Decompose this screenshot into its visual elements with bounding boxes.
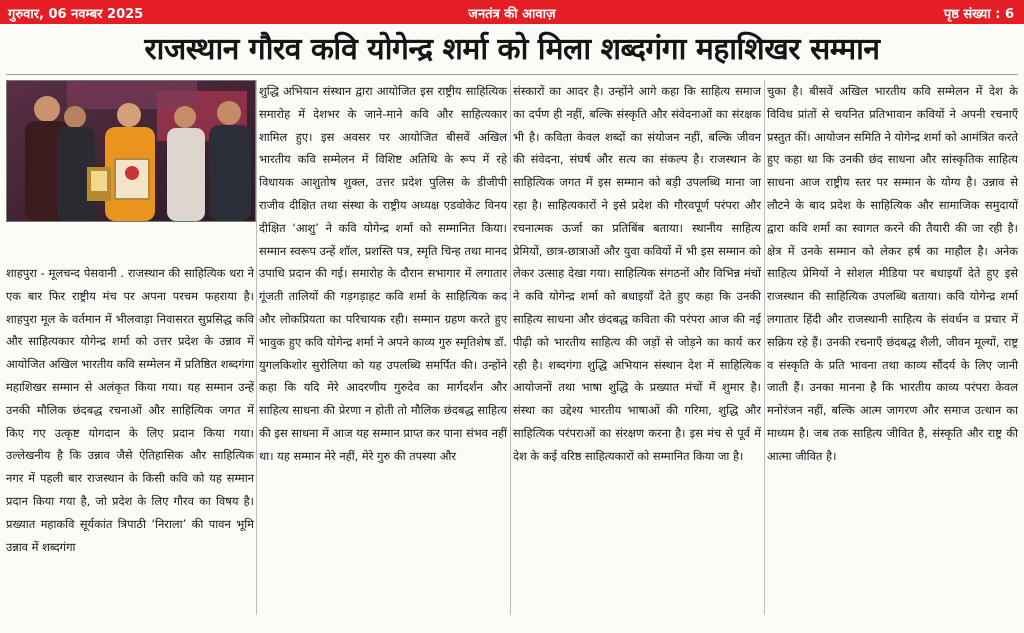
article-headline: राजस्थान गौरव कवि योगेन्द्र शर्मा को मिला शब्दगंगा महाशिखर सम्मान (144, 32, 880, 67)
newspaper-name: जनतंत्र की आवाज़ (468, 7, 556, 22)
headline-divider (6, 74, 1018, 75)
column-divider (764, 80, 765, 615)
award-ceremony-photo (6, 80, 256, 222)
page-header-bar (0, 0, 1024, 24)
article-column-1: शाहपुरा - मूलचन्द पेसवानी . राजस्थान की साहित्यिक धरा ने एक बार फिर राष्ट्रीय मंच पर अपना परचम फहराया है। शाहपुरा मूल के वर्तमान में भीलवाड़ा निवासरत सुप्रसिद्ध कवि और साहित्यकार योगेन्द्र शर्मा को उत्तर प्रदेश के उन्नाव में आयोजित अखिल भारतीय कवि सम्मेलन में प्रतिष्ठित शब्दगंगा महाशिखर सम्मान से अलंकृत किया गया। यह सम्मान उन्हें उनकी मौलिक छंदबद्ध रचनाओं और साहित्यिक जगत में किए गए उत्कृष्ट योगदान के लिए प्रदान किया गया। उल्लेखनीय है कि उन्नाव जैसे ऐतिहासिक और साहित्यिक नगर में पहली बार राजस्थान के किसी कवि को यह सम्मान प्रदान किया गया है, जो प्रदेश के लिए गौरव का विषय है। प्रख्यात महाकवि सूर्यकांत त्रिपाठी ‘निराला’ की पावन भूमि उन्नाव में शब्दगंगा (6, 266, 254, 554)
article-column-4: चुका है। बीसवें अखिल भारतीय कवि सम्मेलन में देश के विविध प्रांतों से चयनित प्रतिभावान कवियों ने अपनी रचनाएँ प्रस्तुत कीं। आयोजन समिति ने योगेन्द्र शर्मा को आमंत्रित करते हुए कहा था कि उनकी छंद साधना और सांस्कृतिक साहित्य साधना आज राष्ट्रीय स्तर पर सम्मान के योग्य है। उन्नाव से लौटने के बाद प्रदेश के साहित्यिक और सामाजिक समुदायों द्वारा कवि शर्मा का स्वागत करने की तैयारी की जा रही है। क्षेत्र में उनके सम्मान को लेकर हर्ष का माहौल है। अनेक साहित्य प्रेमियों ने सोशल मीडिया पर बधाइयाँ देते हुए इसे राजस्थान की साहित्यिक उपलब्धि बताया। कवि योगेन्द्र शर्मा लगातार हिंदी और राजस्थानी साहित्य के संवर्धन व प्रचार में सक्रिय रहे हैं। उनकी रचनाएँ छंदबद्ध शैली, जीवन मूल्यों, राष्ट्र व संस्कृति के प्रति भावना तथा काव्य सौंदर्य के लिए जानी जाती हैं। उनका मानना है कि भारतीय काव्य परंपरा केवल मनोरंजन नहीं, बल्कि आत्म जागरण और समाज उत्थान का माध्यम है। जब तक साहित्य जीवित है, संस्कृति और राष्ट्र की आत्मा जीवित है। (767, 84, 1018, 463)
page-number: पृष्ठ संख्या : 6 (943, 7, 1014, 22)
article-column-3: संस्कारों का आदर है। उन्होंने आगे कहा कि साहित्य समाज का दर्पण ही नहीं, बल्कि संस्कृति और संवेदनाओं का संरक्षक भी है। कविता केवल शब्दों का संयोजन नहीं, बल्कि जीवन की संवेदना, संघर्ष और सत्य का संकल्प है। राजस्थान के साहित्यिक जगत में इस सम्मान को बड़ी उपलब्धि माना जा रहा है। साहित्यकारों ने इसे प्रदेश की गौरवपूर्ण परंपरा और रचनात्मक ऊर्जा का प्रतिबिंब बताया। स्थानीय साहित्य प्रेमियों, छात्र-छात्राओं और युवा कवियों में भी इस सम्मान को लेकर उत्साह देखा गया। साहित्यिक संगठनों और विभिन्न मंचों ने कवि योगेन्द्र शर्मा को बधाइयाँ देते हुए कहा कि उनकी साहित्य साधना और छंदबद्ध कविता की परंपरा आज की नई पीढ़ी को भारतीय साहित्य की जड़ों से जोड़ने का कार्य कर रही है। शब्दगंगा शुद्धि अभियान संस्थान देश में साहित्यिक आयोजनों तथा भाषा शुद्धि के प्रख्यात मंचों में शुमार है। संस्था का उद्देश्य भारतीय भाषाओं की गरिमा, शुद्धि और साहित्यिक परंपराओं का संरक्षण करना है। इस मंच से पूर्व में देश के कई वरिष्ठ साहित्यकारों को सम्मानित किया जा है। (513, 84, 761, 463)
article-column-2: शुद्धि अभियान संस्थान द्वारा आयोजित इस राष्ट्रीय साहित्यिक समारोह में देशभर के जाने-माने कवि और साहित्यकार शामिल हुए। इस अवसर पर आयोजित बीसवें अखिल भारतीय कवि सम्मेलन में विशिष्ट अतिथि के रूप में रहे विधायक आशुतोष शुक्ल, उत्तर प्रदेश पुलिस के डीजीपी राजीव दीक्षित तथा संस्था के राष्ट्रीय अध्यक्ष एडवोकेट विनय दीक्षित ‘आशु’ ने कवि योगेन्द्र शर्मा को सम्मानित किया। सम्मान स्वरूप उन्हें शॉल, प्रशस्ति पत्र, स्मृति चिन्ह तथा मानद उपाधि प्रदान की गई। समारोह के दौरान सभागार में लगातार गूंजती तालियों की गड़गड़ाहट कवि शर्मा के साहित्यिक कद और लोकप्रियता का परिचायक रही। सम्मान ग्रहण करते हुए भावुक हुए कवि योगेन्द्र शर्मा ने अपने काव्य गुरु स्मृतिशेष डॉ. युगलकिशोर सुरोलिया को यह उपलब्धि समर्पित की। उन्होंने कहा कि यदि मेरे आदरणीय गुरुदेव का मार्गदर्शन और साहित्य साधना की प्रेरणा न होती तो मौलिक छंदबद्ध साहित्य की इस साधना में आज यह सम्मान प्राप्त कर पाना संभव नहीं था। यह सम्मान मेरे नहीं, मेरे गुरु की तपस्या और (259, 84, 507, 463)
issue-date: गुरुवार, 06 नवम्बर 2025 (8, 7, 144, 22)
photo-illustration-icon (7, 81, 255, 221)
column-divider (510, 80, 511, 615)
column-divider (256, 80, 257, 615)
